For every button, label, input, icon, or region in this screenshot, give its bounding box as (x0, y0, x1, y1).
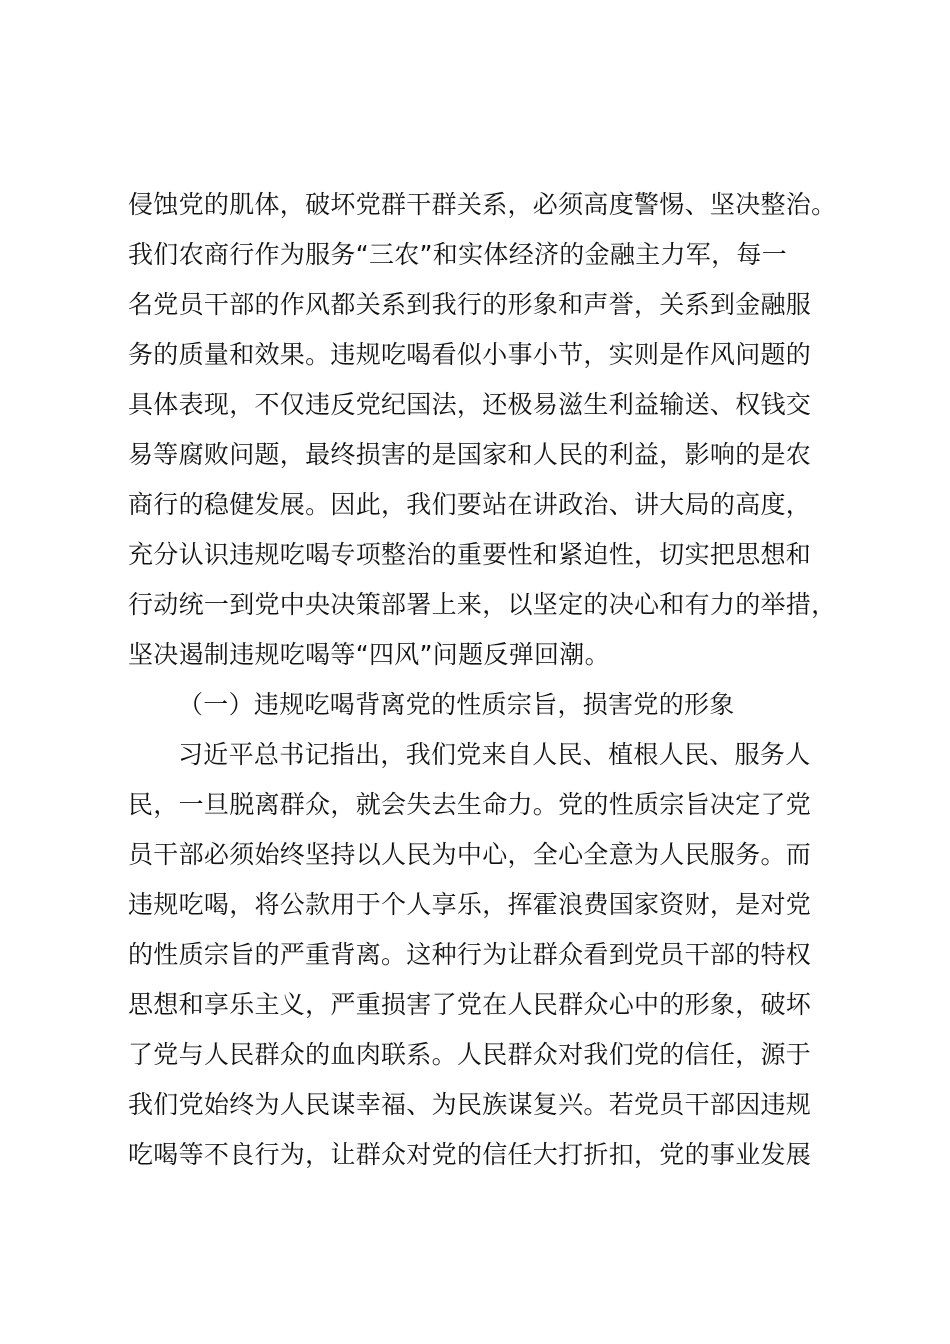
text-line: 我们农商行作为服务“三农”和实体经济的金融主力军，每一 (128, 240, 788, 269)
text-line: 商行的稳健发展。因此，我们要站在讲政治、讲大局的高度， (128, 490, 812, 519)
text-line: 行动统一到党中央决策部署上来，以坚定的决心和有力的举措， (128, 590, 837, 619)
text-line: 员干部必须始终坚持以人民为中心，全心全意为人民服务。而 (128, 840, 812, 869)
text-line: 具体表现，不仅违反党纪国法，还极易滋生利益输送、权钱交 (128, 390, 812, 419)
text-line: 民，一旦脱离群众，就会失去生命力。党的性质宗旨决定了党 (128, 790, 812, 819)
text-line: 易等腐败问题，最终损害的是国家和人民的利益，影响的是农 (128, 440, 812, 469)
text-line: 违规吃喝，将公款用于个人享乐，挥霍浪费国家资财，是对党 (128, 890, 812, 919)
section-heading: （一）违规吃喝背离党的性质宗旨，损害党的形象 (178, 690, 735, 719)
text-line: 务的质量和效果。违规吃喝看似小事小节，实则是作风问题的 (128, 340, 812, 369)
paragraph-first-line: 习近平总书记指出，我们党来自人民、植根人民、服务人 (178, 740, 811, 769)
text-line: 名党员干部的作风都关系到我行的形象和声誉，关系到金融服 (128, 290, 812, 319)
text-line: 的性质宗旨的严重背离。这种行为让群众看到党员干部的特权 (128, 940, 812, 969)
document-body (128, 180, 868, 1180)
text-line: 思想和享乐主义，严重损害了党在人民群众心中的形象，破坏 (128, 990, 812, 1019)
text-line: 了党与人民群众的血肉联系。人民群众对我们党的信任，源于 (128, 1040, 812, 1069)
text-line: 充分认识违规吃喝专项整治的重要性和紧迫性，切实把思想和 (128, 540, 812, 569)
text-line: 侵蚀党的肌体，破坏党群干群关系，必须高度警惕、坚决整治。 (128, 190, 837, 219)
text-line: 我们党始终为人民谋幸福、为民族谋复兴。若党员干部因违规 (128, 1090, 812, 1119)
text-line: 吃喝等不良行为，让群众对党的信任大打折扣，党的事业发展 (128, 1140, 812, 1169)
text-line: 坚决遏制违规吃喝等“四风”问题反弹回潮。 (128, 640, 610, 669)
